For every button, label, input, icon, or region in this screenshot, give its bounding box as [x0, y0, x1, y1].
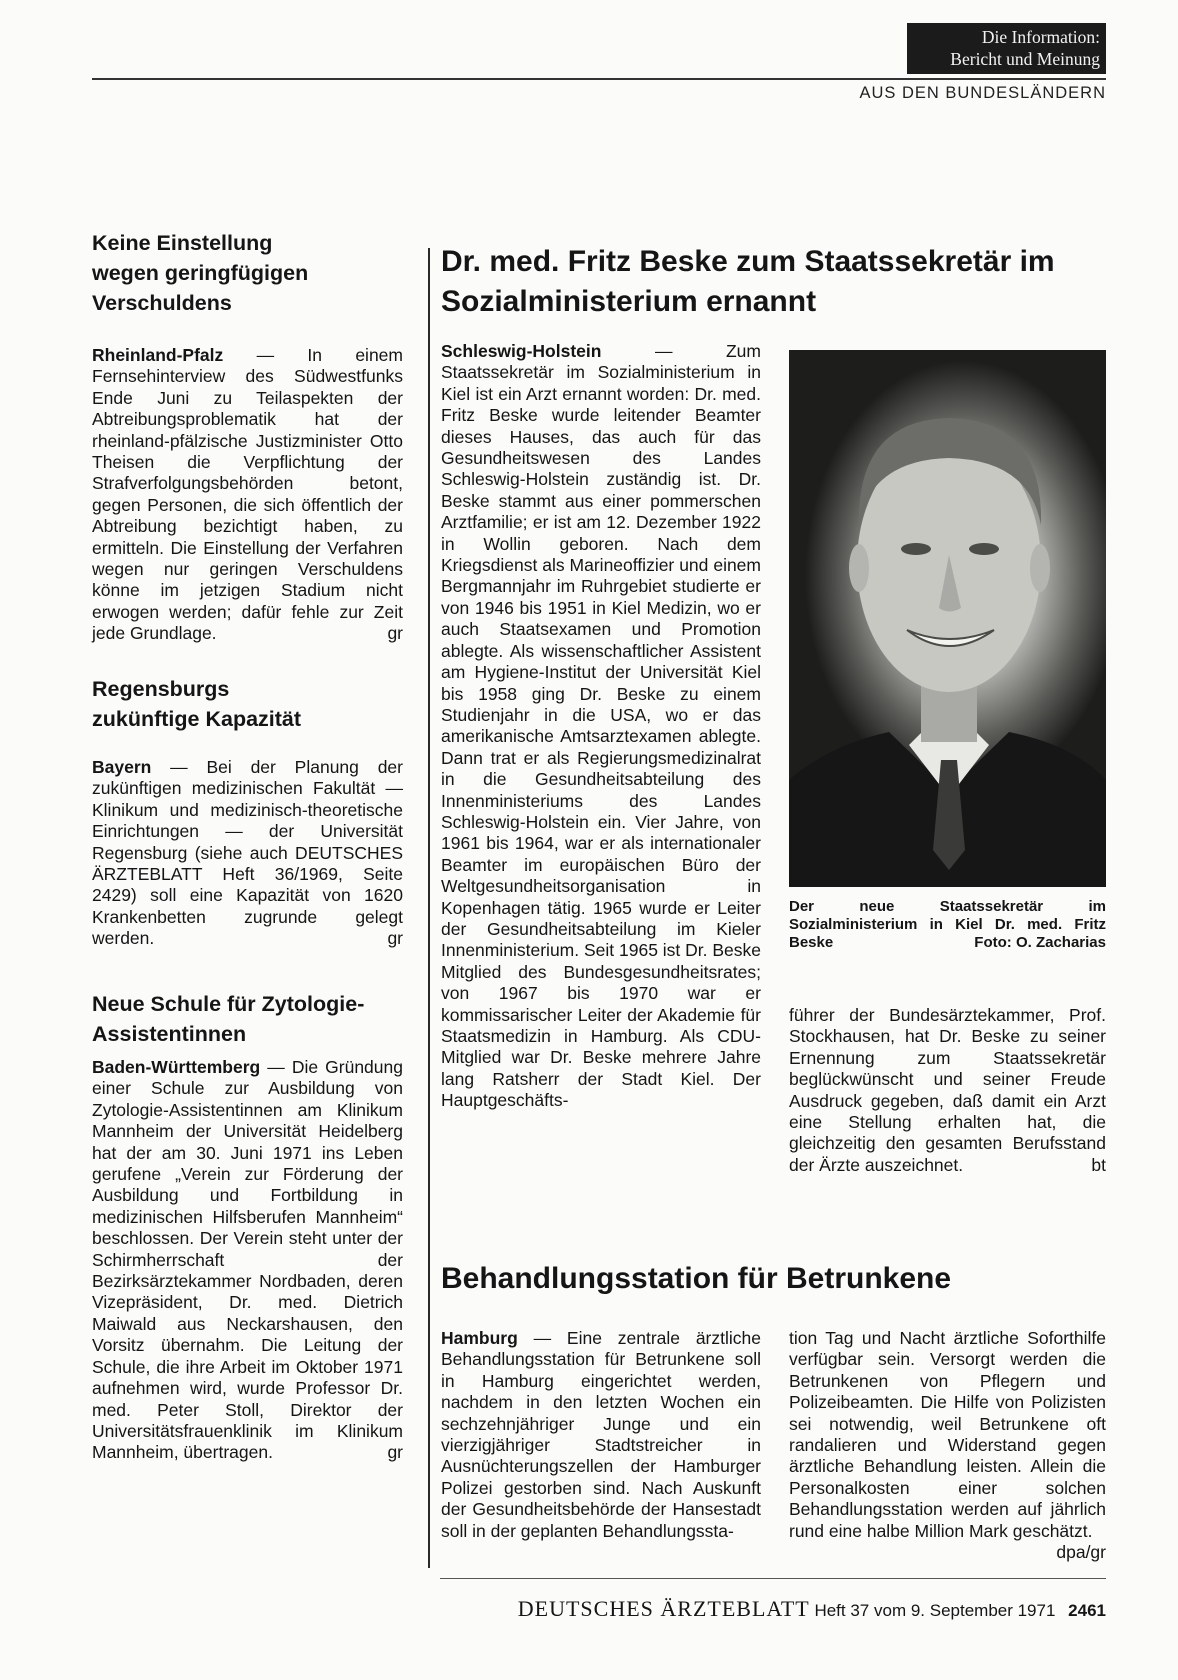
page-number: 2461 [1068, 1601, 1106, 1620]
journal-name: DEUTSCHES ÄRZTEBLATT [517, 1596, 810, 1621]
main-headline: Dr. med. Fritz Beske zum Staatssekretär im Sozialministerium ernannt [441, 245, 1055, 318]
article-body [92, 345, 403, 645]
article-body [92, 1057, 403, 1464]
section-badge [907, 23, 1106, 74]
second-article-column-1 [441, 1328, 761, 1542]
issue-info: Heft 37 vom 9. September 1971 [814, 1601, 1056, 1620]
article-text: — Die Gründung einer Schule zur Ausbildung von Zytologie-Assistentinnen am Klinikum Mannheim der Universität Heidelberg hat der am 30. Juni 1971 ins Leben gerufene „Verein zur Förderung der Ausbildung und Fortbildung in medizinischen Hilfsberufen Mannheim“ beschlossen. Der Verein steht unter der Schirmherrschaft der Bezirksärztekammer Nordbaden, deren Vizepräsident, Dr. med. Dietrich Maiwald aus Neckarshausen, den Vorsitz übernahm. Die Leitung der Schule, die ihre Arbeit im Oktober 1971 aufnehmen wird, wurde Professor Dr. med. Peter Stoll, Direktor der Universitätsfrauenklinik im Klinikum Mannheim, übertragen. [92, 1057, 403, 1463]
article-body [92, 757, 403, 950]
photo-credit: Foto: O. Zacharias [974, 934, 1106, 951]
page-footer [518, 1596, 1106, 1622]
footer-rule [440, 1578, 1106, 1579]
article-headline: Keine Einstellung wegen geringfügigen Verschuldens [92, 231, 309, 315]
photo-caption [789, 898, 1106, 952]
article-region: Rheinland-Pfalz [92, 345, 224, 365]
article-region: Schleswig-Holstein [441, 341, 602, 361]
badge-line-2: Bericht und Meinung [950, 49, 1100, 69]
second-article-column-2 [789, 1328, 1106, 1563]
article-signature: gr [387, 623, 403, 644]
article-text: — In einem Fernsehinterview des Südwestfunks Ende Juni zu Teilaspekten der Abtreibungsproblematik hat der rheinland-pfälzische Justizminister Otto Theisen die Verpflichtung der Strafverfolgungsbehörden betont, gegen Personen, die sich öffentlich der Abtreibung bezichtigt haben, zu ermitteln. Die Einstellung der Verfahren wegen nur geringen Verschuldens könne im jetzigen Stadium nicht erwogen werden; dafür fehle zur Zeit jede Grundlage. [92, 345, 403, 644]
article-signature: gr [387, 928, 403, 949]
badge-line-1: Die Information: [981, 27, 1100, 47]
section-label: AUS DEN BUNDESLÄNDERN [859, 84, 1106, 102]
main-article-column-1 [441, 341, 761, 1112]
second-headline: Behandlungsstation für Betrunkene [441, 1262, 952, 1295]
portrait-photo [789, 350, 1106, 887]
article-region: Bayern [92, 757, 152, 777]
article-headline: Regensburgs zukünftige Kapazität [92, 677, 302, 731]
article-regensburg [92, 674, 403, 950]
article-signature: bt [1091, 1154, 1106, 1175]
photo-caption-text: Der neue Staatssekretär im Sozialministerium in Kiel Dr. med. Fritz Beske [789, 898, 1106, 951]
article-signature: dpa/gr [1056, 1542, 1106, 1563]
article-headline: Neue Schule für Zytologie-Assistentinnen [92, 992, 365, 1046]
portrait-illustration [789, 350, 1106, 887]
column-divider [428, 248, 430, 1568]
article-text: — Eine zentrale ärztliche Behandlungsstation für Betrunkene soll in Hamburg eingerichtet werden, nachdem in den letzten Wochen ein sechzehnjähriger Junge und ein vierzigjähriger Stadtstreicher in Ausnüchterungszellen der Hamburger Polizei gestorben sind. Nach Auskunft der Gesundheitsbehörde der Hansestadt soll in der geplanten Behandlungssta- [441, 1328, 761, 1541]
article-text: — Bei der Planung der zukünftigen medizinischen Fakultät — Klinikum und medizinisch-theoretische Einrichtungen — der Universität Regensburg (siehe auch DEUTSCHES ÄRZTEBLATT Heft 36/1969, Seite 2429) soll eine Kapazität von 1620 Krankenbetten zugrunde gelegt werden. [92, 757, 403, 949]
main-article-column-2 [789, 1005, 1106, 1176]
article-zytologie [92, 989, 403, 1464]
article-region: Baden-Württemberg [92, 1057, 261, 1077]
article-text: — Zum Staatssekretär im Sozialministerium in Kiel ist ein Arzt ernannt worden: Dr. med. Fritz Beske wurde leitender Beamter dieses Hauses, das auch für das Gesundheitswesen des Landes Schleswig-Holstein zuständig ist. Dr. Beske stammt aus einer pommerschen Arztfamilie; er ist am 12. Dezember 1922 in Wollin geboren. Nach dem Kriegsdienst als Marineoffizier und einem Bergmannjahr im Ruhrgebiet studierte er von 1946 bis 1951 in Kiel Medizin, wo er auch Staatsexamen und Promotion ablegte. Als wissenschaftlicher Assistent am Hygiene-Institut der Universität Kiel bis 1958 ging Dr. Beske zu einem Studienjahr in die USA, wo er das amerikanische Amtsarztexamen ablegte. Dann trat er als Regierungsmedizinalrat in die Gesundheitsabteilung des Innenministeriums des Landes Schleswig-Holstein ein. Vier Jahre, von 1961 bis 1964, war er als internationaler Beamter im europäischen Büro der Weltgesundheitsorganisation in Kopenhagen tätig. 1965 wurde er Leiter der Gesundheitsabteilung im Kieler Innenministerium. Seit 1965 ist Dr. Beske Mitglied des Bundesgesundheitsrates; von 1967 bis 1970 war er kommissarischer Leiter der Akademie für Staatsmedizin in Hamburg. Als CDU-Mitglied war Dr. Beske mehrere Jahre lang Ratsherr der Stadt Kiel. Der Hauptgeschäfts- [441, 341, 762, 1111]
article-text-continued: führer der Bundesärztekammer, Prof. Stockhausen, hat Dr. Beske zu seiner Ernennung zum Staatssekretär beglückwünscht und seiner Freude Ausdruck gegeben, daß damit ein Arzt eine Stellung erhalten hat, die gleichzeitig den gesamten Berufsstand der Ärzte auszeichnet. [789, 1005, 1106, 1175]
article-keine-einstellung [92, 228, 403, 645]
article-region: Hamburg [441, 1328, 518, 1348]
header-rule [92, 78, 1106, 80]
article-text-continued: tion Tag und Nacht ärztliche Soforthilfe verfügbar sein. Versorgt werden die Betrunkenen von Pflegern und Polizeibeamten. Die Hilfe von Polizisten sei notwendig, weil Betrunkene oft randalieren und Widerstand gegen ärztliche Behandlung leisten. Allein die Personalkosten einer solchen Behandlungsstation werden auf jährlich rund eine halbe Million Mark geschätzt. [789, 1328, 1106, 1541]
article-signature: gr [387, 1442, 403, 1463]
